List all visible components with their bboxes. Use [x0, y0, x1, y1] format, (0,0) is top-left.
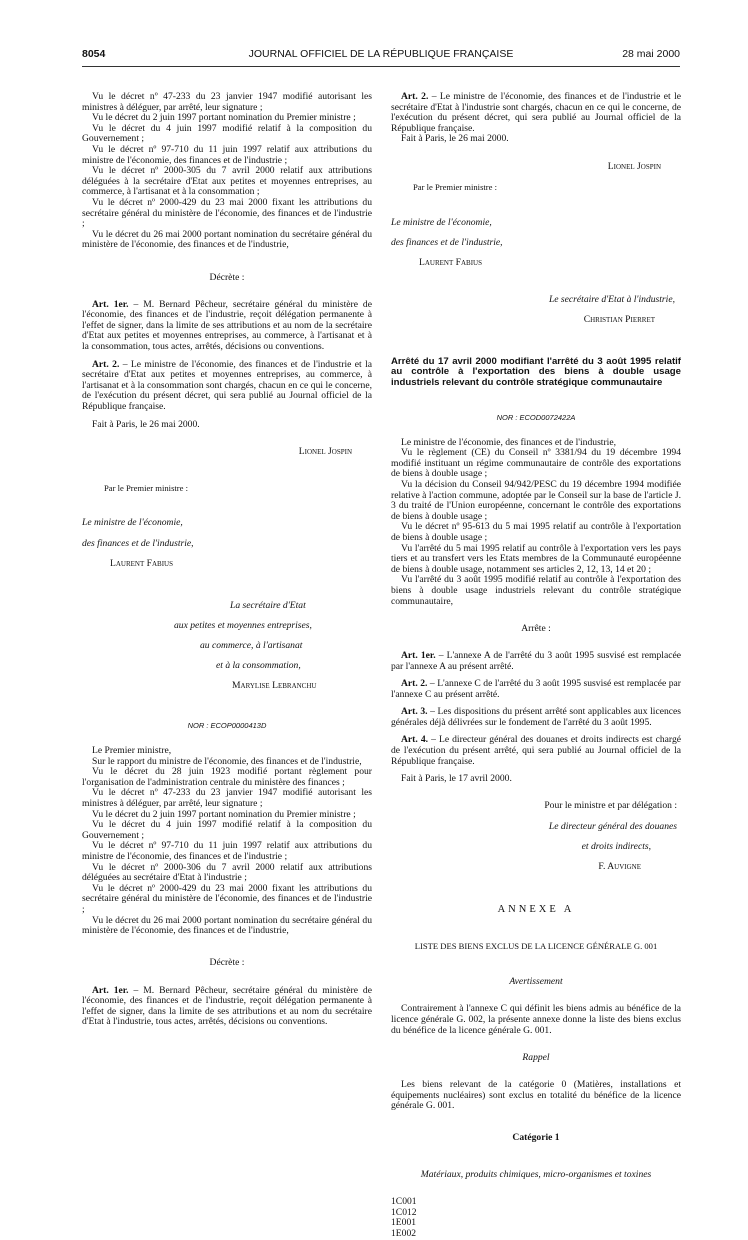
visa-item: Vu le décret du 2 juin 1997 portant nomination du Premier ministre ; [92, 808, 356, 820]
annexe-title: ANNEXE A [497, 903, 575, 915]
visas-list-1 [82, 92, 372, 251]
director-title-b: et droits indirects, [581, 840, 651, 852]
article-1b: Art. 1er. – M. Bernard Pêcheur, secrétaire général du ministère de l'économie, des finances et de l'industrie, reçoit délégation permanente à l'effet de signer, dans la limite de ses attributions et au nom du secrétaire d'Etat à l'industrie, tous actes, arrêtés, décisions ou conventions. [82, 984, 372, 1028]
visa-item: Vu le décret nº 2000-306 du 7 avril 2000 relatif aux attributions déléguées au secrétaire d'Etat à l'industrie ; [82, 861, 372, 884]
premier-ministre: Le Premier ministre, [92, 745, 172, 757]
visa-item: Vu le décret nº 47-233 du 23 janvier 1947 modifié autorisant les ministres à déléguer, par arrêté, leur signature ; [82, 91, 372, 113]
visa-item: Vu le décret du 4 juin 1997 modifié relatif à la composition du Gouvernement ; [82, 122, 372, 145]
article-label: Art. 3. [401, 706, 428, 718]
rappel-heading: Rappel [522, 1051, 550, 1063]
categorie-heading: Catégorie 1 [512, 1132, 560, 1144]
nor-reference: NOR : ECOP0000413D [187, 720, 267, 730]
page-header [82, 48, 680, 64]
code-item: 1C012 [391, 1206, 417, 1218]
signature-pm: Lionel Jospin [298, 445, 352, 457]
visa-item: Vu le décret du 2 juin 1997 portant nomination du Premier ministre ; [92, 112, 356, 124]
fait-a-paris-2: Fait à Paris, le 17 avril 2000. [401, 773, 512, 785]
avertissement-text: Contrairement à l'annexe C qui définit les biens admis au bénéfice de la licence générale G. 002, la présente annexe donne la liste des biens exclus du bénéfice de la licence générale G. 001. [391, 1003, 681, 1036]
visas-list-3 [391, 448, 681, 607]
visa-item: Vu le décret nº 2000-429 du 23 mai 2000 fixant les attributions du secrétaire général du ministère de l'économie, des finances et de l'industrie ; [82, 882, 372, 915]
minister-title-b-right: des finances et de l'industrie, [391, 236, 503, 248]
right-column [391, 92, 681, 1240]
secretary-title-d: et à la consommation, [216, 660, 301, 672]
visa-item: Vu l'arrêté du 3 août 1995 modifié relatif au contrôle à l'exportation des biens à double usage industriels relevant du contrôle stratégique communautaire, [391, 574, 681, 607]
fait-a-paris-right: Fait à Paris, le 26 mai 2000. [401, 133, 509, 145]
visa-item: Vu le décret du 26 mai 2000 portant nomination du secrétaire général du ministère de l'économie, des finances et de l'industrie, [82, 914, 372, 937]
secretary-title-a: La secrétaire d'Etat [230, 599, 306, 611]
article-label: Art. 4. [401, 734, 429, 746]
article-item [391, 679, 681, 700]
arrete-title: Arrêté du 17 avril 2000 modifiant l'arrêté du 3 août 1995 relatif au contrôle à l'exportation des biens à double usage industriels relevant du contrôle stratégique communautaire [391, 355, 681, 388]
minister-title-a: Le ministre de l'économie, [82, 517, 183, 529]
article-text: – L'annexe A de l'arrêté du 3 août 1995 susvisé est remplacée par l'annexe A au présent arrêté. [391, 649, 681, 672]
secretary-title-b: aux petites et moyennes entreprises, [174, 619, 312, 631]
visas-list-2 [82, 767, 372, 937]
article-2: Art. 2. – Le ministre de l'économie, des finances et de l'industrie et la secrétaire d'Etat aux petites et moyennes entreprises, au commerce, à l'artisanat et à la consommation sont chargés, chacun en ce qui le concerne, de l'exécution du présent décret, qui sera publié au Journal officiel de la République française. [82, 358, 372, 413]
par-le-premier-ministre: Par le Premier ministre : [104, 482, 189, 493]
rappel-text: Les biens relevant de la catégorie 0 (Matières, installations et équipements nucléaires) sont exclus en totalité du bénéfice de la licence générale G. 001. [391, 1078, 681, 1112]
categorie-subtitle: Matériaux, produits chimiques, micro-organismes et toxines [420, 1169, 652, 1181]
visa-item: Vu le décret du 28 juin 1923 modifié portant règlement pour l'organisation de l'administration centrale du ministère des finances ; [82, 766, 372, 788]
secretary-title-right: Le secrétaire d'Etat à l'industrie, [548, 293, 675, 305]
arrete-heading: Arrête : [521, 622, 551, 634]
secretary-name-right: Christian Pierret [583, 313, 655, 325]
liste-title: LISTE DES BIENS EXCLUS DE LA LICENCE GÉNÉRALE G. 001 [414, 941, 658, 952]
minister-title-b: des finances et de l'industrie, [82, 537, 194, 549]
article-2-right: Art. 2. – Le ministre de l'économie, des finances et de l'industrie et le secrétaire d'Etat à l'industrie sont chargés, chacun en ce qui le concerne, de l'exécution du présent décret, qui sera publié au Journal officiel de la République française. [391, 91, 681, 134]
code-item: 1E001 [391, 1217, 417, 1229]
article-text: – L'annexe C de l'arrêté du 3 août 1995 susvisé est remplacée par l'annexe C au présent arrêté. [391, 678, 681, 700]
article-label: Art. 1er. [401, 649, 436, 661]
article-text: – Le directeur général des douanes et droits indirects est chargé de l'exécution du présent arrêté, qui sera publié au Journal officiel de la République française. [391, 734, 682, 767]
decrete-heading: Décrète : [209, 271, 245, 283]
article-label: Art. 2. [401, 678, 428, 690]
nor-reference-right: NOR : ECOD0072422A [496, 412, 576, 422]
minister-name-right: Laurent Fabius [419, 256, 482, 268]
articles-list [391, 651, 681, 774]
visa-item: Vu le décret nº 97-710 du 11 juin 1997 relatif aux attributions du ministre de l'économie, des finances et de l'industrie ; [82, 143, 372, 166]
visa-item: Vu la décision du Conseil 94/942/PESC du 19 décembre 1994 modifiée relative à l'action commune, adoptée par le Conseil sur la base de l'article J. 3 du traité de l'Union européenne, concernant le contrôle des exportations de biens à double usage ; [391, 479, 681, 522]
minister-name: Laurent Fabius [110, 557, 173, 569]
signature-pm-right: Lionel Jospin [607, 160, 661, 172]
article-1: Art. 1er. – M. Bernard Pêcheur, secrétaire général du ministère de l'économie, des finances et de l'industrie, reçoit délégation permanente à l'effet de signer, dans la limite de ses attributions et au nom de la secrétaire d'Etat aux petites et moyennes entreprises, au commerce, à l'artisanat et à la consommation, tous actes, arrêtés, décisions ou conventions. [82, 298, 372, 353]
code-item: 1C001 [391, 1196, 417, 1208]
minister-title-a-right: Le ministre de l'économie, [391, 216, 492, 228]
visa-item: Vu le décret du 4 juin 1997 modifié relatif à la composition du Gouvernement ; [82, 819, 372, 841]
visa-item: Vu l'arrêté du 5 mai 1995 relatif au contrôle à l'exportation vers les pays tiers et au transfert vers les Etats membres de la Communauté européenne de biens à double usage, notamment ses articles 2, 12, 13, 14 et 20 ; [391, 542, 681, 575]
codes-list [391, 1197, 681, 1239]
director-title-a: Le directeur général des douanes [548, 820, 677, 832]
left-column [82, 92, 372, 1028]
secretary-name: Marylise Lebranchu [232, 680, 317, 692]
visa-item: Vu le décret nº 2000-429 du 23 mai 2000 fixant les attributions du secrétaire général du ministère de l'économie, des finances et de l'industrie ; [82, 196, 372, 230]
le-ministre: Le ministre de l'économie, des finances et de l'industrie, [401, 436, 616, 448]
par-le-premier-ministre-right: Par le Premier ministre : [413, 181, 498, 192]
issue-date: 28 mai 2000 [622, 48, 680, 60]
sur-le-rapport: Sur le rapport du ministre de l'économie, des finances et de l'industrie, [92, 755, 362, 767]
visa-item: Vu le décret nº 47-233 du 23 janvier 1947 modifié autorisant les ministres à déléguer, par arrêté, leur signature ; [82, 787, 372, 810]
article-item [391, 707, 681, 728]
fait-a-paris: Fait à Paris, le 26 mai 2000. [92, 418, 200, 430]
visa-item: Vu le décret nº 2000-305 du 7 avril 2000 relatif aux attributions déléguées à la secrétaire d'Etat aux petites et moyennes entreprises, au commerce, à l'artisanat et à la consommation ; [82, 165, 372, 198]
director-name: F. Auvigne [598, 861, 641, 872]
visa-item: Vu le décret nº 95-613 du 5 mai 1995 relatif au contrôle à l'exportation de biens à double usage ; [391, 521, 681, 543]
avertissement-heading: Avertissement [509, 976, 563, 988]
secretary-title-c: au commerce, à l'artisanat [200, 639, 303, 651]
decrete-heading-2: Décrète : [209, 957, 245, 969]
article-item [391, 651, 681, 672]
article-item [391, 735, 681, 767]
visa-item: Vu le décret nº 97-710 du 11 juin 1997 relatif aux attributions du ministre de l'économie, des finances et de l'industrie ; [82, 840, 372, 862]
delegation: Pour le ministre et par délégation : [544, 800, 677, 812]
code-item: 1E002 [391, 1228, 417, 1240]
journal-title: JOURNAL OFFICIEL DE LA RÉPUBLIQUE FRANÇAISE [248, 48, 514, 60]
page-number: 8054 [82, 48, 106, 60]
article-text: – Les dispositions du présent arrêté sont applicables aux licences générales déjà délivrées sur le fondement de l'arrêté du 3 août 1995. [391, 706, 682, 728]
visa-item: Vu le règlement (CE) du Conseil nº 3381/94 du 19 décembre 1994 modifié instituant un régime communautaire de contrôle des exportations de biens à double usage ; [391, 447, 681, 480]
visa-item: Vu le décret du 26 mai 2000 portant nomination du secrétaire général du ministère de l'économie, des finances et de l'industrie, [82, 228, 372, 251]
header-rule [82, 66, 680, 67]
